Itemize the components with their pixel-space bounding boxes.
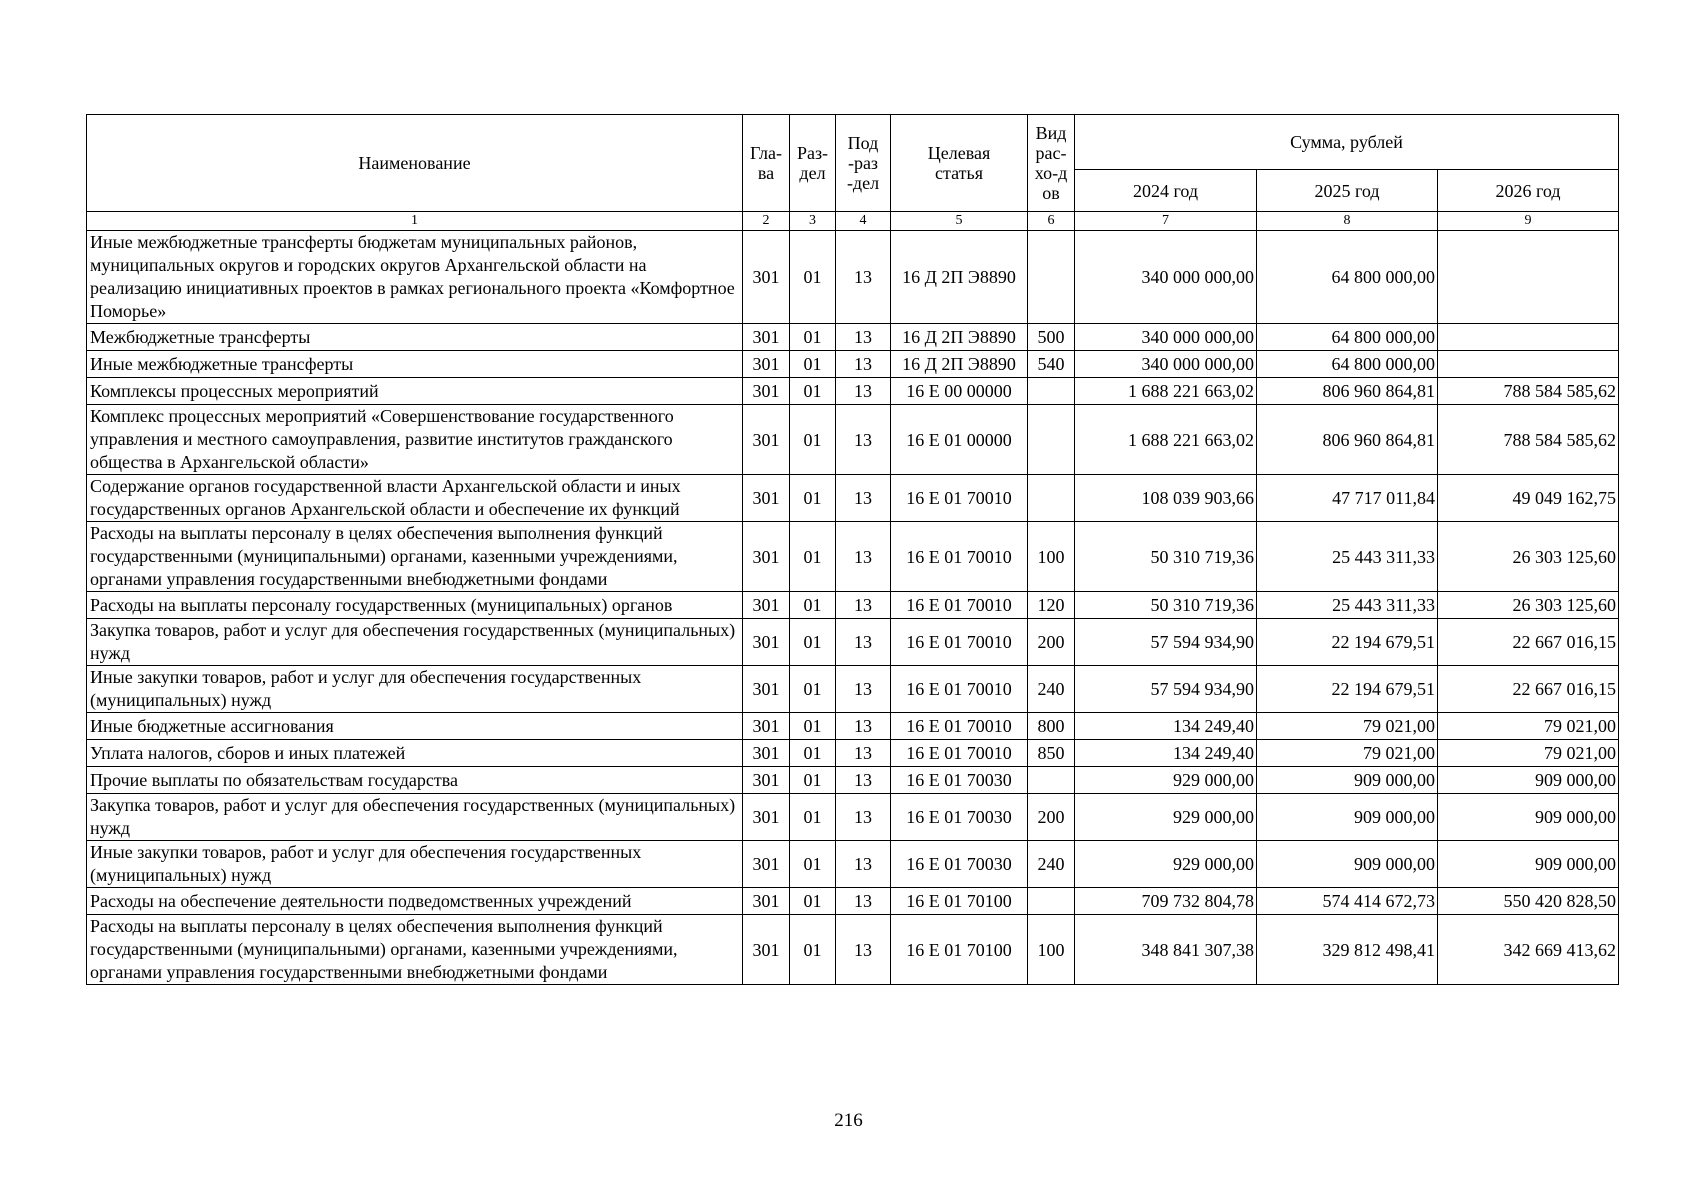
table-row: [87, 475, 1619, 522]
cell-sum-2025: 64 800 000,00: [1257, 324, 1438, 351]
cell-glava: 301: [743, 231, 790, 324]
cell-glava: 301: [743, 324, 790, 351]
cell-sum-2024: 1 688 221 663,02: [1075, 405, 1257, 475]
cell-sum-2025: 909 000,00: [1257, 767, 1438, 794]
column-number: 4: [836, 212, 891, 231]
cell-sum-2026: 49 049 162,75: [1438, 475, 1619, 522]
cell-sum-2025: 64 800 000,00: [1257, 231, 1438, 324]
header-name: Наименование: [87, 115, 743, 212]
cell-podrazdel: 13: [836, 794, 891, 841]
cell-sum-2024: 340 000 000,00: [1075, 324, 1257, 351]
cell-glava: 301: [743, 767, 790, 794]
cell-target: 16 Е 01 70010: [891, 592, 1028, 619]
cell-glava: 301: [743, 713, 790, 740]
cell-razdel: 01: [790, 522, 836, 592]
cell-razdel: 01: [790, 231, 836, 324]
cell-sum-2025: 25 443 311,33: [1257, 592, 1438, 619]
header-year-2026: 2026 год: [1438, 170, 1619, 212]
cell-sum-2025: 329 812 498,41: [1257, 915, 1438, 985]
cell-sum-2024: 340 000 000,00: [1075, 231, 1257, 324]
cell-vid: 100: [1028, 522, 1075, 592]
cell-name: Иные межбюджетные трансферты бюджетам муниципальных районов, муниципальных округов и городских округов Архангельской области на реализацию инициативных проектов в рамках регионального проекта «Комфортное Поморье»: [87, 231, 743, 324]
cell-sum-2025: 79 021,00: [1257, 713, 1438, 740]
cell-target: 16 Е 01 70010: [891, 475, 1028, 522]
cell-podrazdel: 13: [836, 475, 891, 522]
cell-sum-2024: 348 841 307,38: [1075, 915, 1257, 985]
cell-target: 16 Е 01 70010: [891, 666, 1028, 713]
cell-sum-2025: 22 194 679,51: [1257, 619, 1438, 666]
cell-name: Иные закупки товаров, работ и услуг для обеспечения государственных (муниципальных) нужд: [87, 841, 743, 888]
cell-podrazdel: 13: [836, 740, 891, 767]
column-number: 1: [87, 212, 743, 231]
cell-razdel: 01: [790, 740, 836, 767]
header-razdel-text: Раз-дел: [796, 143, 829, 183]
table-row: [87, 231, 1619, 324]
cell-sum-2026: 909 000,00: [1438, 767, 1619, 794]
table-body: [87, 231, 1619, 985]
cell-name: Иные бюджетные ассигнования: [87, 713, 743, 740]
cell-sum-2025: 22 194 679,51: [1257, 666, 1438, 713]
cell-podrazdel: 13: [836, 324, 891, 351]
cell-glava: 301: [743, 841, 790, 888]
column-number: 7: [1075, 212, 1257, 231]
header-razdel: [790, 115, 836, 212]
header-target: [891, 115, 1028, 212]
cell-glava: 301: [743, 378, 790, 405]
table-row: [87, 351, 1619, 378]
cell-glava: 301: [743, 915, 790, 985]
cell-razdel: 01: [790, 592, 836, 619]
header-vid: [1028, 115, 1075, 212]
table-header: [87, 115, 1619, 231]
cell-vid: [1028, 378, 1075, 405]
header-podrazdel: [836, 115, 891, 212]
cell-sum-2026: 342 669 413,62: [1438, 915, 1619, 985]
cell-razdel: 01: [790, 888, 836, 915]
cell-podrazdel: 13: [836, 767, 891, 794]
cell-vid: [1028, 888, 1075, 915]
cell-sum-2026: [1438, 324, 1619, 351]
cell-name: Комплексы процессных мероприятий: [87, 378, 743, 405]
cell-target: 16 Е 01 70100: [891, 888, 1028, 915]
cell-name: Уплата налогов, сборов и иных платежей: [87, 740, 743, 767]
table-row: [87, 713, 1619, 740]
cell-sum-2024: 929 000,00: [1075, 841, 1257, 888]
table-row: [87, 405, 1619, 475]
header-sum: Сумма, рублей: [1075, 115, 1619, 170]
cell-target: 16 Е 01 70010: [891, 713, 1028, 740]
cell-name: Иные закупки товаров, работ и услуг для обеспечения государственных (муниципальных) нужд: [87, 666, 743, 713]
header-year-2024: 2024 год: [1075, 170, 1257, 212]
cell-sum-2024: 134 249,40: [1075, 713, 1257, 740]
table-row: [87, 767, 1619, 794]
cell-sum-2026: 788 584 585,62: [1438, 405, 1619, 475]
cell-vid: 850: [1028, 740, 1075, 767]
table-row: [87, 740, 1619, 767]
cell-target: 16 Е 01 70030: [891, 767, 1028, 794]
cell-sum-2026: 26 303 125,60: [1438, 522, 1619, 592]
cell-sum-2026: 26 303 125,60: [1438, 592, 1619, 619]
cell-name: Закупка товаров, работ и услуг для обеспечения государственных (муниципальных) нужд: [87, 794, 743, 841]
cell-podrazdel: 13: [836, 666, 891, 713]
table-row: [87, 841, 1619, 888]
cell-sum-2026: 79 021,00: [1438, 740, 1619, 767]
cell-sum-2025: 806 960 864,81: [1257, 405, 1438, 475]
cell-sum-2026: 550 420 828,50: [1438, 888, 1619, 915]
header-podrazdel-text: Под-раз-дел: [846, 133, 880, 193]
cell-name: Расходы на обеспечение деятельности подведомственных учреждений: [87, 888, 743, 915]
cell-sum-2025: 909 000,00: [1257, 794, 1438, 841]
cell-razdel: 01: [790, 841, 836, 888]
cell-sum-2026: 79 021,00: [1438, 713, 1619, 740]
cell-vid: 120: [1028, 592, 1075, 619]
column-number: 9: [1438, 212, 1619, 231]
cell-name: Содержание органов государственной власти Архангельской области и иных государственных органов Архангельской области и обеспечение их функций: [87, 475, 743, 522]
cell-podrazdel: 13: [836, 713, 891, 740]
column-number: 2: [743, 212, 790, 231]
cell-sum-2026: 788 584 585,62: [1438, 378, 1619, 405]
cell-sum-2024: 50 310 719,36: [1075, 522, 1257, 592]
cell-sum-2024: 1 688 221 663,02: [1075, 378, 1257, 405]
cell-podrazdel: 13: [836, 351, 891, 378]
table-row: [87, 666, 1619, 713]
cell-sum-2024: 108 039 903,66: [1075, 475, 1257, 522]
cell-razdel: 01: [790, 794, 836, 841]
cell-vid: [1028, 405, 1075, 475]
cell-sum-2024: 134 249,40: [1075, 740, 1257, 767]
cell-target: 16 Е 01 70010: [891, 740, 1028, 767]
cell-vid: 240: [1028, 666, 1075, 713]
table-row: [87, 592, 1619, 619]
table-row: [87, 522, 1619, 592]
cell-name: Расходы на выплаты персоналу в целях обеспечения выполнения функций государственными (муниципальными) органами, казенными учреждениями, органами управления государственными внебюджетными фондами: [87, 522, 743, 592]
table-row: [87, 794, 1619, 841]
cell-sum-2024: 50 310 719,36: [1075, 592, 1257, 619]
cell-target: 16 Д 2П Э8890: [891, 324, 1028, 351]
cell-sum-2026: 909 000,00: [1438, 794, 1619, 841]
cell-razdel: 01: [790, 324, 836, 351]
cell-sum-2025: 25 443 311,33: [1257, 522, 1438, 592]
cell-glava: 301: [743, 666, 790, 713]
cell-sum-2024: 57 594 934,90: [1075, 619, 1257, 666]
cell-target: 16 Е 01 70100: [891, 915, 1028, 985]
cell-vid: [1028, 767, 1075, 794]
cell-name: Межбюджетные трансферты: [87, 324, 743, 351]
cell-vid: 240: [1028, 841, 1075, 888]
cell-razdel: 01: [790, 405, 836, 475]
table-row: [87, 888, 1619, 915]
cell-target: 16 Е 01 70010: [891, 522, 1028, 592]
cell-vid: [1028, 475, 1075, 522]
cell-sum-2025: 79 021,00: [1257, 740, 1438, 767]
page-number: 216: [834, 1110, 863, 1131]
cell-podrazdel: 13: [836, 522, 891, 592]
cell-target: 16 Д 2П Э8890: [891, 351, 1028, 378]
header-glava: [743, 115, 790, 212]
cell-sum-2025: 806 960 864,81: [1257, 378, 1438, 405]
cell-sum-2024: 340 000 000,00: [1075, 351, 1257, 378]
cell-name: Расходы на выплаты персоналу государственных (муниципальных) органов: [87, 592, 743, 619]
cell-target: 16 Е 01 70010: [891, 619, 1028, 666]
cell-name: Закупка товаров, работ и услуг для обеспечения государственных (муниципальных) нужд: [87, 619, 743, 666]
cell-name: Расходы на выплаты персоналу в целях обеспечения выполнения функций государственными (муниципальными) органами, казенными учреждениями, органами управления государственными внебюджетными фондами: [87, 915, 743, 985]
cell-vid: [1028, 231, 1075, 324]
cell-name: Прочие выплаты по обязательствам государства: [87, 767, 743, 794]
cell-glava: 301: [743, 522, 790, 592]
cell-glava: 301: [743, 475, 790, 522]
cell-glava: 301: [743, 351, 790, 378]
cell-podrazdel: 13: [836, 841, 891, 888]
cell-sum-2026: [1438, 351, 1619, 378]
column-number: 3: [790, 212, 836, 231]
cell-vid: 200: [1028, 794, 1075, 841]
cell-razdel: 01: [790, 767, 836, 794]
cell-vid: 200: [1028, 619, 1075, 666]
header-glava-text: Гла-ва: [749, 143, 783, 183]
header-target-text: Целевая статья: [927, 143, 991, 183]
cell-razdel: 01: [790, 475, 836, 522]
cell-name: Комплекс процессных мероприятий «Совершенствование государственного управления и местного самоуправления, развитие институтов гражданского общества в Архангельской области»: [87, 405, 743, 475]
cell-vid: 100: [1028, 915, 1075, 985]
cell-podrazdel: 13: [836, 888, 891, 915]
cell-vid: 500: [1028, 324, 1075, 351]
cell-glava: 301: [743, 405, 790, 475]
cell-sum-2026: 22 667 016,15: [1438, 666, 1619, 713]
cell-vid: 540: [1028, 351, 1075, 378]
cell-razdel: 01: [790, 378, 836, 405]
table-row: [87, 915, 1619, 985]
cell-name: Иные межбюджетные трансферты: [87, 351, 743, 378]
cell-podrazdel: 13: [836, 378, 891, 405]
column-number: 6: [1028, 212, 1075, 231]
cell-target: 16 Е 01 70030: [891, 794, 1028, 841]
cell-sum-2025: 47 717 011,84: [1257, 475, 1438, 522]
cell-sum-2025: 64 800 000,00: [1257, 351, 1438, 378]
column-number: 8: [1257, 212, 1438, 231]
cell-glava: 301: [743, 888, 790, 915]
cell-razdel: 01: [790, 915, 836, 985]
cell-sum-2024: 57 594 934,90: [1075, 666, 1257, 713]
cell-sum-2026: [1438, 231, 1619, 324]
cell-razdel: 01: [790, 713, 836, 740]
column-number-row: [87, 212, 1619, 231]
cell-sum-2026: 909 000,00: [1438, 841, 1619, 888]
cell-sum-2025: 909 000,00: [1257, 841, 1438, 888]
header-year-2025: 2025 год: [1257, 170, 1438, 212]
cell-podrazdel: 13: [836, 915, 891, 985]
cell-glava: 301: [743, 794, 790, 841]
cell-sum-2025: 574 414 672,73: [1257, 888, 1438, 915]
cell-podrazdel: 13: [836, 619, 891, 666]
cell-target: 16 Е 01 00000: [891, 405, 1028, 475]
budget-table: [86, 114, 1619, 985]
cell-razdel: 01: [790, 619, 836, 666]
cell-podrazdel: 13: [836, 405, 891, 475]
column-number: 5: [891, 212, 1028, 231]
cell-sum-2024: 929 000,00: [1075, 767, 1257, 794]
table-row: [87, 378, 1619, 405]
cell-glava: 301: [743, 592, 790, 619]
cell-target: 16 Е 00 00000: [891, 378, 1028, 405]
header-vid-text: Вид рас-хо-дов: [1034, 123, 1068, 203]
cell-glava: 301: [743, 740, 790, 767]
cell-podrazdel: 13: [836, 231, 891, 324]
cell-sum-2024: 929 000,00: [1075, 794, 1257, 841]
cell-target: 16 Д 2П Э8890: [891, 231, 1028, 324]
cell-podrazdel: 13: [836, 592, 891, 619]
table-row: [87, 324, 1619, 351]
table-row: [87, 619, 1619, 666]
cell-razdel: 01: [790, 351, 836, 378]
cell-glava: 301: [743, 619, 790, 666]
cell-target: 16 Е 01 70030: [891, 841, 1028, 888]
cell-vid: 800: [1028, 713, 1075, 740]
cell-sum-2024: 709 732 804,78: [1075, 888, 1257, 915]
cell-sum-2026: 22 667 016,15: [1438, 619, 1619, 666]
cell-razdel: 01: [790, 666, 836, 713]
